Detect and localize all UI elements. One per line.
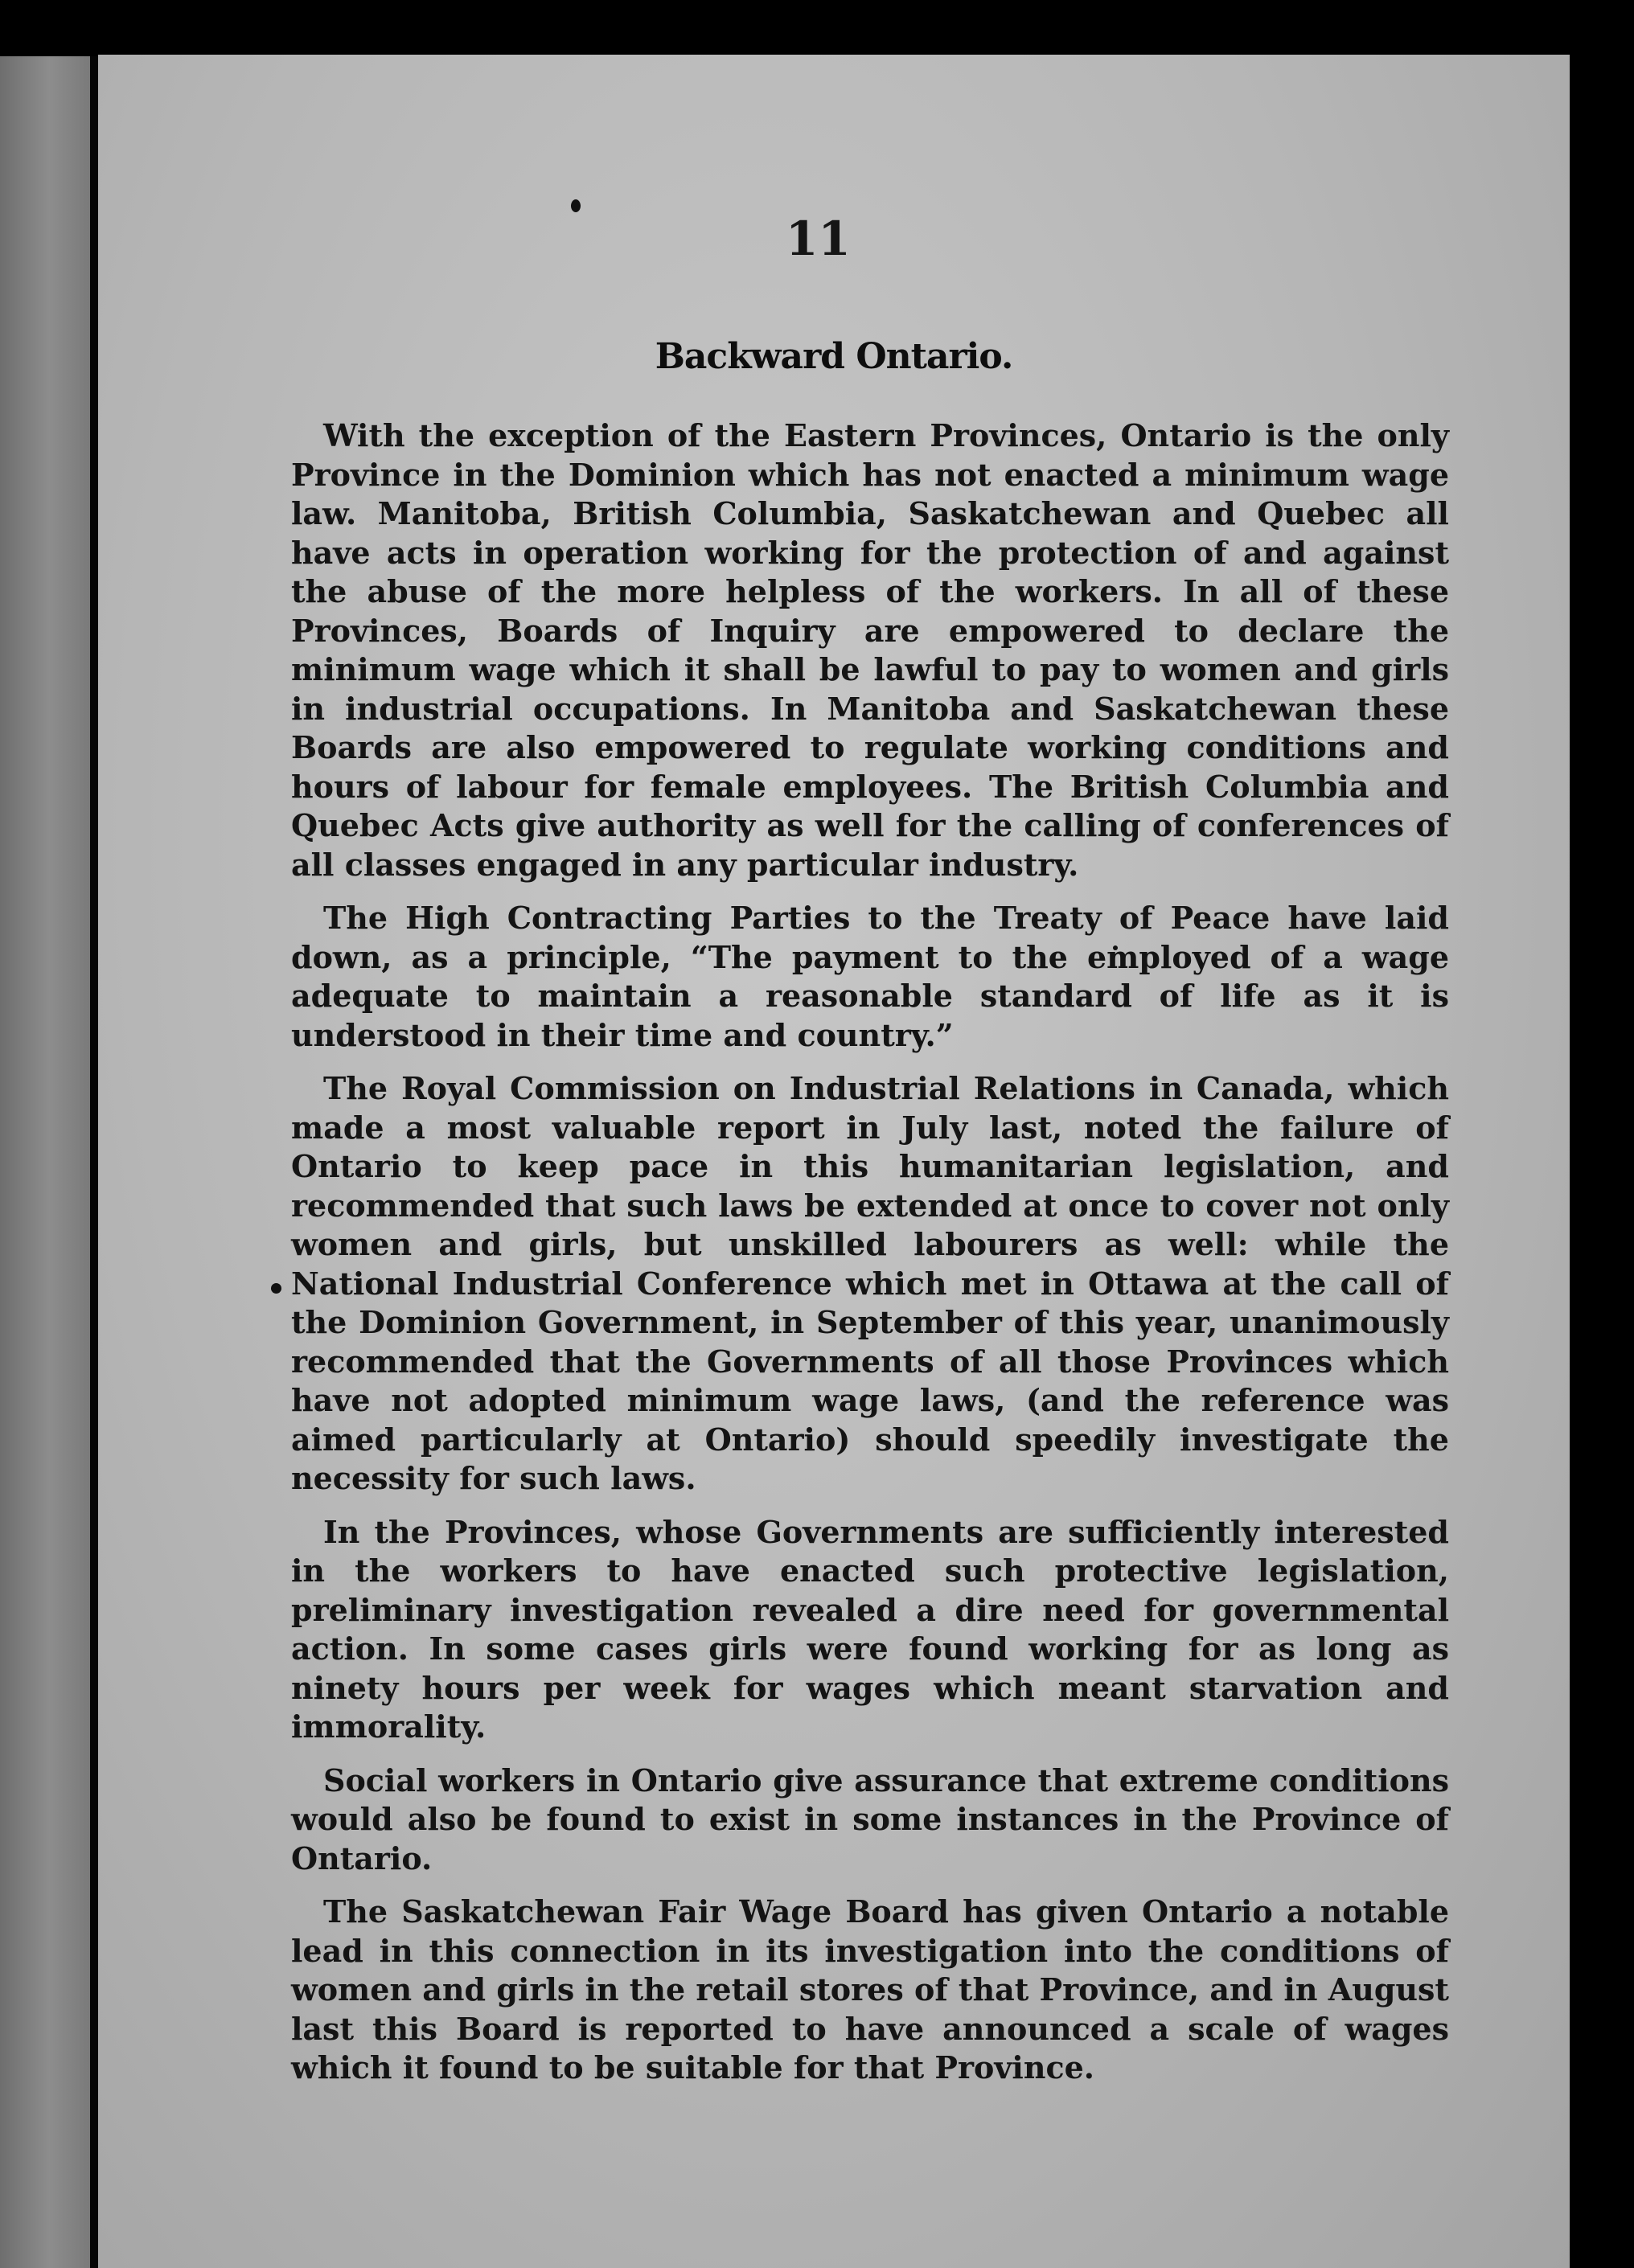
paragraph: The Saskatchewan Fair Wage Board has given Ontario a notable lead in this connection in its investigation into the conditions of women and girls in the retail stores of that Province, and in August last this Board is reported to have announced a scale of wages which it found to be suitable for that Province.: [291, 1893, 1449, 2085]
paragraph: The High Contracting Parties to the Treaty of Peace have laid down, as a principle, “The payment to the employed of a wage adequate to maintain a reasonable standard of life as it is understood in their time and country.”: [291, 900, 1449, 1053]
page-title: Backward Ontario.: [655, 336, 1013, 377]
paragraph: The Royal Commission on Industrial Relations in Canada, which made a most valuable report in July last, noted the failure of Ontario to keep pace in this humanitarian legislation, and recommended that such laws be extended at once to cover not only women and girls, but unskilled labourers as well: while the National Industrial Conference which met in Ottawa at the call of the Dominion Government, in September of this year, unanimously recommended that the Governments of all those Provinces which have not adopted minimum wage laws, (and the reference was aimed particularly at Ontario) should speedily investigate the necessity for such laws.: [291, 1070, 1449, 1496]
facing-page-edge: [0, 56, 90, 2268]
book-spine: [90, 56, 98, 2268]
body-text: [291, 416, 1449, 2102]
ink-speck: [571, 199, 581, 212]
paragraph: In the Provinces, whose Governments are sufficiently interested in the workers to have enacted such protective legislation, preliminary investigation revealed a dire need for governmental action. In some cases girls were found working for as long as ninety hours per week for wages which meant starvation and immorality.: [291, 1513, 1449, 1745]
page-number: 11: [786, 211, 851, 266]
paragraph: Social workers in Ontario give assurance that extreme conditions would also be found to exist in some instances in the Province of Ontario.: [291, 1761, 1449, 1876]
document-page: [98, 55, 1570, 2268]
ink-speck: [271, 1283, 281, 1294]
paragraph: With the exception of the Eastern Provinces, Ontario is the only Province in the Dominion which has not enacted a minimum wage law. Manitoba, British Columbia, Saskatchewan and Quebec all have acts in operation working for the protection of and against the abuse of the more helpless of the workers. In all of these Provinces, Boards of Inquiry are empowered to declare the minimum wage which it shall be lawful to pay to women and girls in industrial occupations. In Manitoba and Saskatchewan these Boards are also empowered to regulate working conditions and hours of labour for female employees. The British Columbia and Quebec Acts give authority as well for the calling of conferences of all classes engaged in any particular industry.: [291, 417, 1449, 883]
